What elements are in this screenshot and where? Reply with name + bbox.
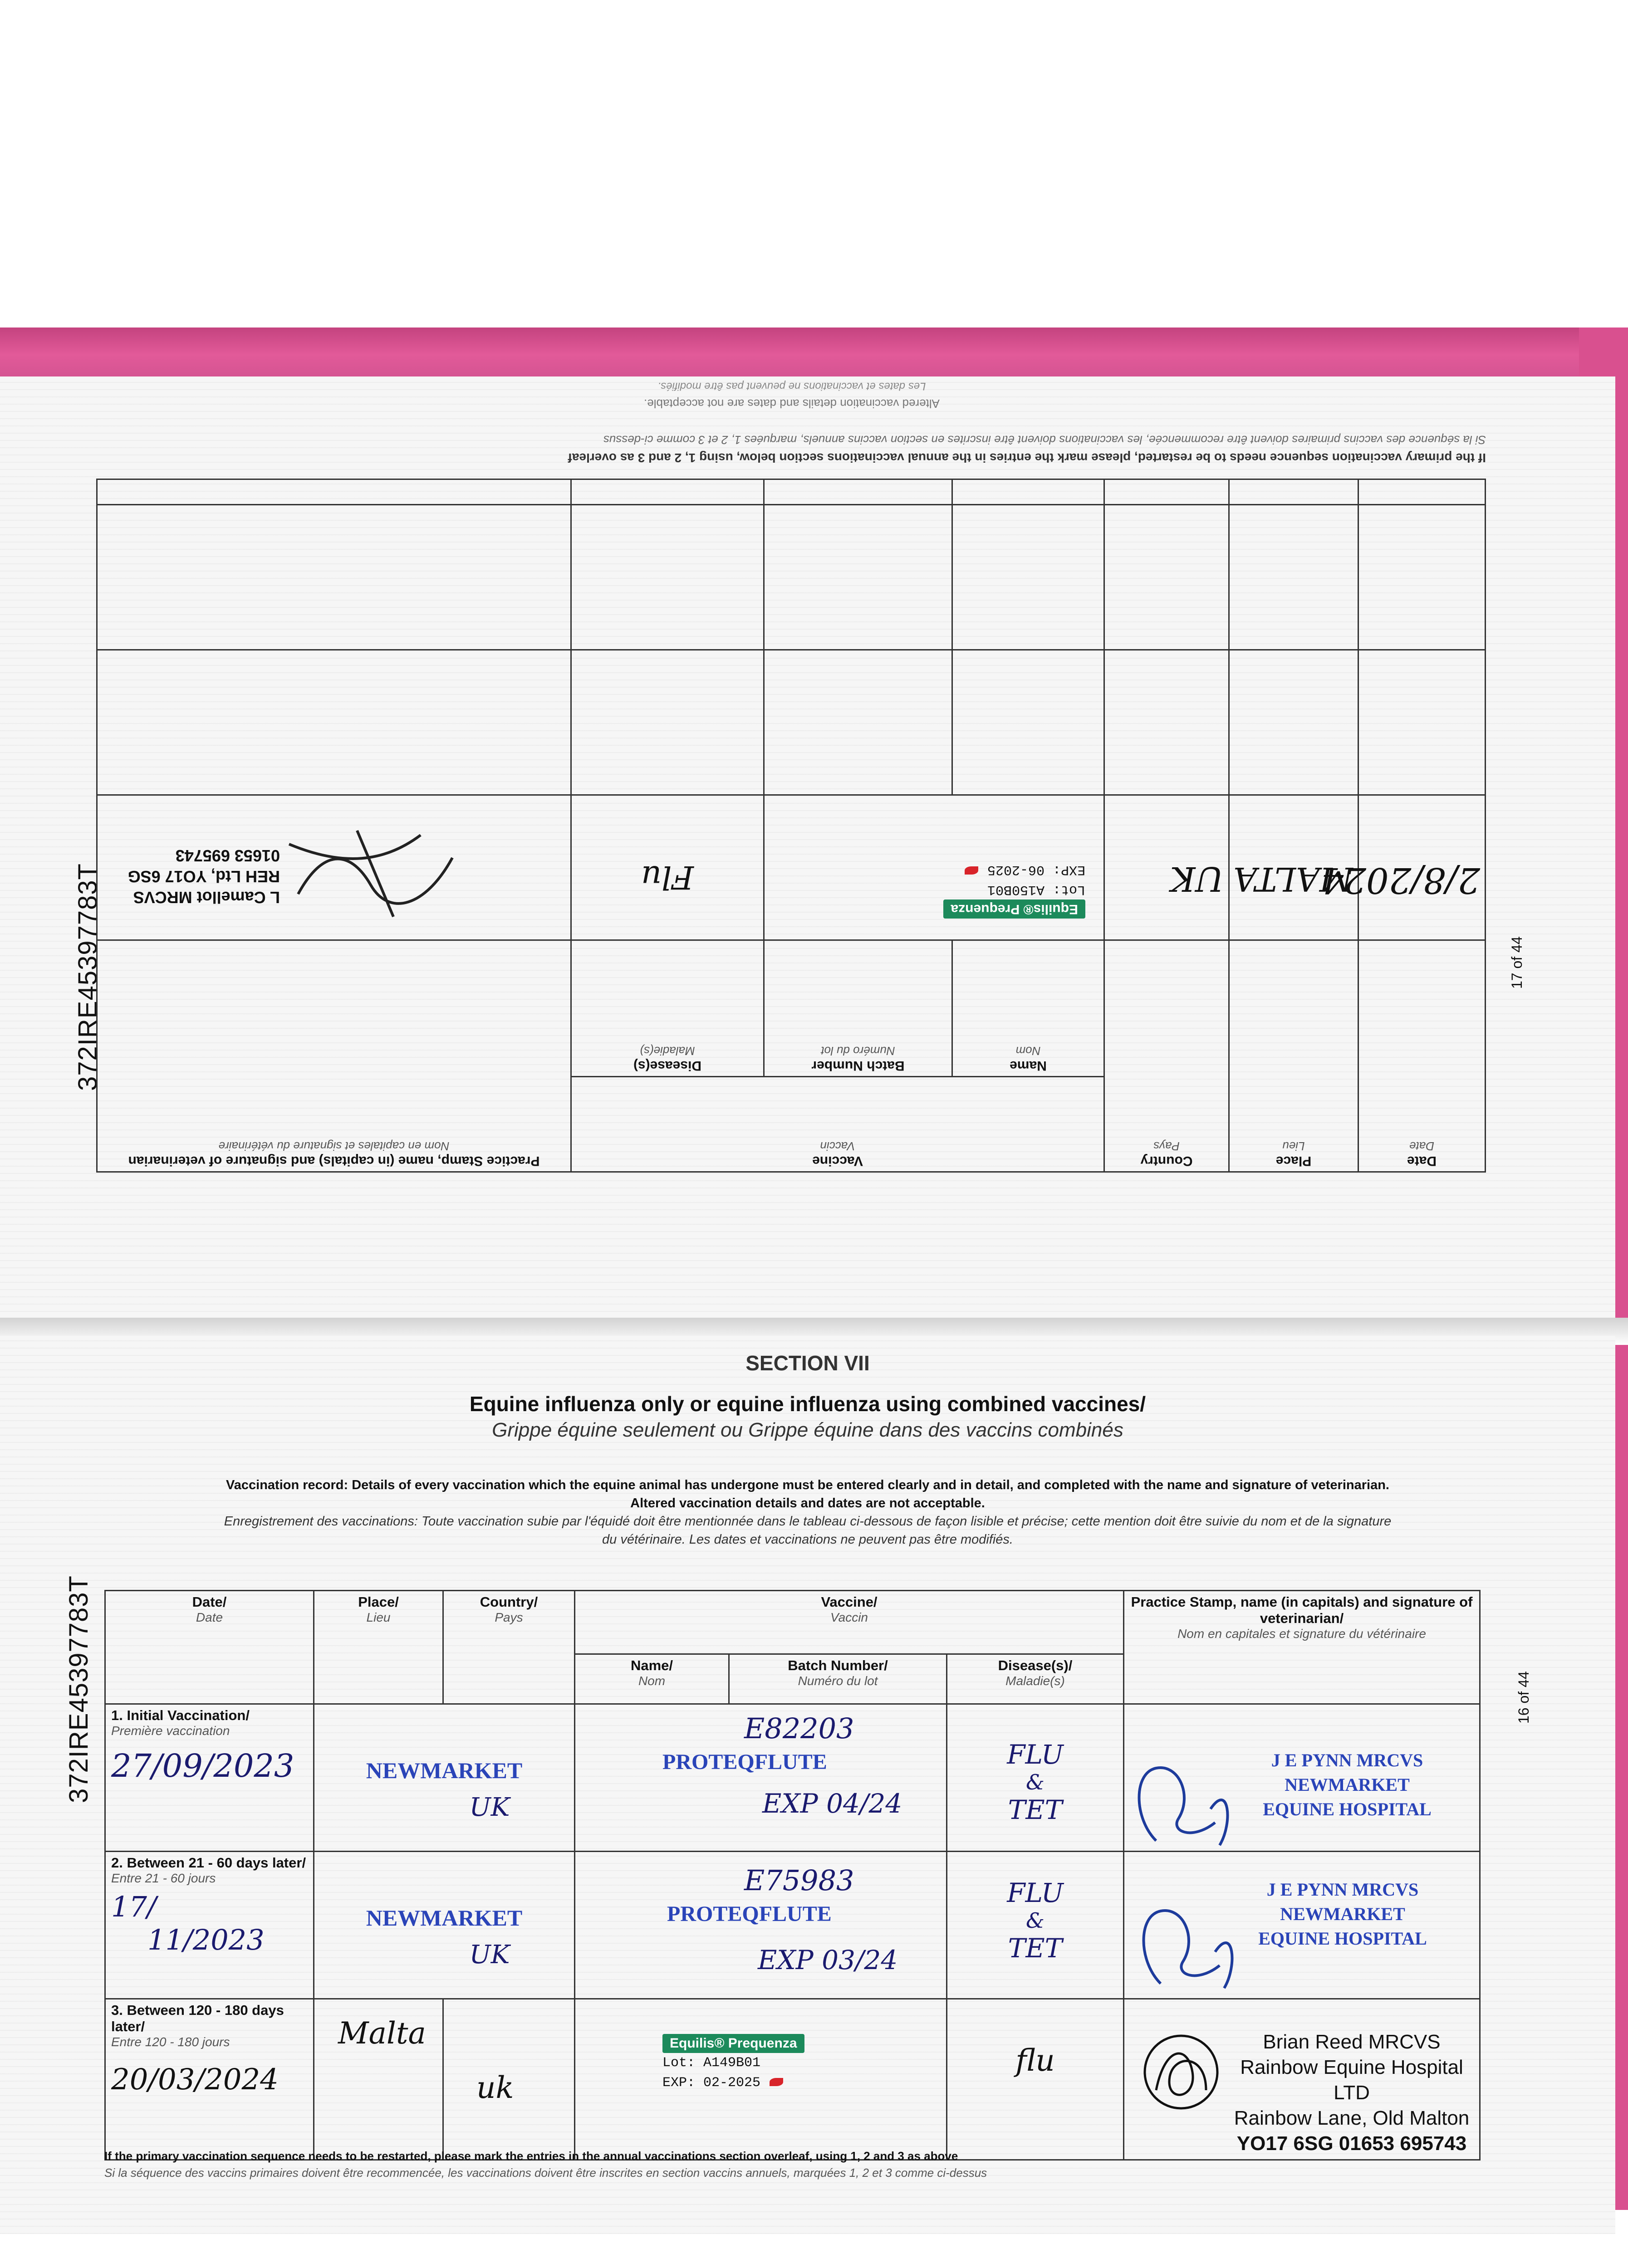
- header-country: Country Pays: [1104, 940, 1229, 1172]
- header-country: Country/ Pays: [443, 1591, 575, 1704]
- record-instructions-fr: Enregistrement des vaccinations: Toute vaccination subie par l'équidé doit être mentionnée dans le tableau ci-dessous de façon lisible et précise; cette mention doit être suivie du nom et de la signature: [224, 1514, 1392, 1529]
- table-row: [105, 1704, 1480, 1852]
- table-row: [105, 1852, 1480, 1999]
- record-instructions-en: Vaccination record: Details of every vaccination which the equine animal has undergone must be entered clearly and in detail, and completed with the name and signature of veterinarian.: [226, 1478, 1389, 1492]
- entry-disease: Flu: [641, 859, 694, 896]
- row2-date-day: 17/: [111, 1890, 157, 1923]
- passport-id-top: 372IRE45397783T: [73, 863, 103, 1091]
- row3-place: Malta: [338, 2016, 426, 2051]
- section-title: SECTION VII: [745, 1351, 870, 1375]
- header-stamp: Practice Stamp, name (in capitals) and signature of veterinarian/ Nom en capitales et signature du vétérinaire: [1124, 1591, 1480, 1704]
- row2-expiry: EXP 03/24: [758, 1945, 898, 1975]
- header-date: Date/ Date: [105, 1591, 314, 1704]
- header-place: Place Lieu: [1229, 940, 1358, 1172]
- header-name: Name Nom: [952, 940, 1104, 1077]
- row3-disease: flu: [1015, 2043, 1055, 2078]
- row1-disease-2: &: [1026, 1770, 1044, 1794]
- vaccination-table: [104, 1590, 1479, 2155]
- top-vaccination-table: [98, 380, 1486, 1173]
- header-place: Place/ Lieu: [314, 1591, 443, 1704]
- row3-vaccine-label: Equilis® Prequenza Lot: A149B01 EXP: 02-2025: [662, 2034, 941, 2093]
- row1-date: 27/09/2023: [111, 1747, 294, 1784]
- row3-vet-stamp: Brian Reed MRCVS Rainbow Equine Hospital LTD Rainbow Lane, Old Malton YO17 6SG 01653 695743: [1234, 2031, 1470, 2155]
- top-note-en: If the primary vaccination sequence needs to be restarted, please mark the entries in the annual vaccinations section below, using 1, 2 and 3 as overleaf: [568, 451, 1486, 465]
- top-note-altered: Altered vaccination details and dates are not acceptable.: [644, 397, 940, 411]
- header-vaccine: Vaccine/ Vaccin: [575, 1591, 1124, 1654]
- signature-camellot: [271, 817, 461, 935]
- header-disease: Disease(s)/ Maladie(s): [947, 1654, 1124, 1704]
- row1-vaccine-name: PROTEQFLUTE: [662, 1750, 827, 1774]
- row-label: 1. Initial Vaccination/ Première vaccination: [111, 1707, 250, 1738]
- top-note-altered-fr: Les dates et vaccinations ne peuvent pas être modifiés.: [657, 380, 926, 392]
- row1-batch: E82203: [744, 1712, 854, 1745]
- row1-vet-stamp: J E PYNN MRCVS NEWMARKET EQUINE HOSPITAL: [1263, 1750, 1432, 1819]
- entry-date: 2/8/2024: [1321, 860, 1480, 901]
- record-instructions-en-2: Altered vaccination details and dates are not acceptable.: [630, 1496, 985, 1510]
- entry-place: MALTA: [1233, 860, 1353, 899]
- table-row: [97, 795, 1486, 940]
- row3-vaccine-brand: Equilis® Prequenza: [662, 2034, 804, 2053]
- row2-place: NEWMARKET: [366, 1905, 523, 1931]
- row1-country: UK: [469, 1793, 510, 1822]
- row-label: 3. Between 120 - 180 days later/ Entre 120 - 180 jours: [111, 2002, 284, 2049]
- row2-batch: E75983: [744, 1864, 854, 1897]
- header-batch: Batch Number/ Numéro du lot: [729, 1654, 947, 1704]
- record-instructions-fr-2: du vétérinaire. Les dates et vaccinations ne peuvent pas être modifiés.: [602, 1532, 1013, 1547]
- row1-expiry: EXP 04/24: [762, 1788, 902, 1819]
- row1-place: NEWMARKET: [366, 1758, 523, 1783]
- lot-number: A150B01: [987, 882, 1044, 898]
- row2-country: UK: [469, 1940, 510, 1970]
- row3-lot: A149B01: [703, 2055, 761, 2071]
- section-heading-fr: Grippe équine seulement ou Grippe équine dans des vaccins combinés: [492, 1419, 1123, 1441]
- row2-vet-stamp: J E PYNN MRCVS NEWMARKET EQUINE HOSPITAL: [1258, 1879, 1427, 1949]
- row2-disease-2: &: [1026, 1908, 1044, 1933]
- row-label: 2. Between 21 - 60 days later/ Entre 21 - 60 jours: [111, 1855, 306, 1885]
- signature-pynn-2: [1129, 1897, 1247, 1993]
- header-stamp: Practice Stamp, name (in capitals) and signature of veterinarian Nom en capitales et signature du vétérinaire: [97, 940, 571, 1172]
- row2-disease-1: FLU: [1007, 1877, 1064, 1908]
- vet-stamp-top: L Camellot MRCVS REH Ltd, YO17 6SG 01653 695743: [127, 846, 280, 907]
- header-vaccine: Vaccine Vaccin: [571, 1077, 1104, 1172]
- header-disease: Disease(s) Maladie(s): [571, 940, 764, 1077]
- section-heading: Equine influenza only or equine influenza using combined vaccines/: [469, 1392, 1146, 1416]
- entry-country: UK: [1170, 859, 1224, 899]
- passport-id-bottom: 372IRE45397783T: [64, 1575, 93, 1803]
- page-number-top: 17 of 44: [1509, 936, 1525, 989]
- row1-disease-1: FLU: [1007, 1739, 1064, 1770]
- row2-disease-3: TET: [1008, 1933, 1063, 1964]
- row2-date-rest: 11/2023: [147, 1923, 265, 1956]
- row3-date: 20/03/2024: [111, 2063, 279, 2097]
- signature-pynn-1: [1124, 1755, 1242, 1850]
- page-number-bottom: 16 of 44: [1515, 1671, 1532, 1724]
- row1-disease-3: TET: [1008, 1794, 1063, 1825]
- header-date: Date Date: [1358, 940, 1486, 1172]
- footer-note-en: If the primary vaccination sequence needs to be restarted, please mark the entries in the annual vaccinations section overleaf, using 1, 2 and 3 as above: [104, 2149, 958, 2163]
- table-row: [105, 1999, 1480, 2160]
- row3-expiry: 02-2025: [703, 2075, 761, 2091]
- vaccine-brand: Equilis® Prequenza: [943, 899, 1085, 919]
- row3-country: uk: [476, 2070, 514, 2105]
- header-name: Name/ Nom: [575, 1654, 729, 1704]
- header-batch: Batch Number Numéro du lot: [764, 940, 952, 1077]
- row2-vaccine-name: PROTEQFLUTE: [667, 1902, 832, 1926]
- footer-note-fr: Si la séquence des vaccins primaires doivent être recommencée, les vaccinations doivent être inscrites en section vaccins annuels, marquées 1, 2 et 3 comme ci-dessus: [104, 2166, 987, 2180]
- top-note-fr: Si la séquence des vaccins primaires doivent être recommencée, les vaccinations doivent être inscrites en section vaccins annuels, marquées 1, 2 et 3 comme ci-dessus: [603, 433, 1486, 447]
- signature-reed: [1138, 2027, 1224, 2117]
- expiry: 06-2025: [987, 862, 1044, 878]
- vaccine-label: Equilis® Prequenza Lot: A150B01 EXP: 06-2025: [769, 860, 1085, 919]
